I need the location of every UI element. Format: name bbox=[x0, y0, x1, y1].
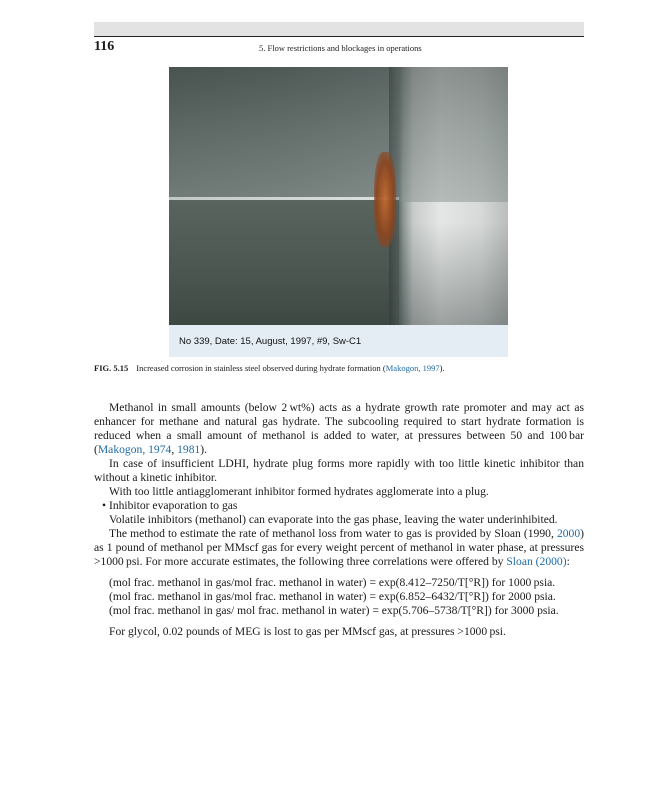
figure-photo bbox=[169, 67, 508, 357]
equation-line: (mol frac. methanol in gas/mol frac. methanol in water) = exp(8.412–7250/T[°R]) for 1000 psia. bbox=[109, 576, 556, 589]
paragraph: For glycol, 0.02 pounds of MEG is lost to gas per MMscf gas, at pressures >1000 psi. bbox=[109, 625, 506, 638]
figure-label: FIG. 5.15 bbox=[94, 363, 129, 373]
equation-line: (mol frac. methanol in gas/mol frac. methanol in water) = exp(6.852–6432/T[°R]) for 2000 psia. bbox=[109, 590, 556, 603]
citation-link[interactable]: 2000 bbox=[556, 527, 581, 540]
citation-link[interactable]: Makogon, 1974 bbox=[97, 443, 172, 456]
paragraph: The method to estimate the rate of methanol loss from water to gas is provided by Sloan (1990, 2000) as 1 pound of methanol per MMscf gas for every weight percent of methanol in water phase, at pressures >1000 psi. For more accurate estimates, the following three correlations were offered by Sloan (2000): bbox=[94, 527, 584, 568]
header-bar bbox=[94, 22, 584, 36]
photo-caption: No 339, Date: 15, August, 1997, #9, Sw-C1 bbox=[179, 336, 362, 347]
paragraph: Methanol in small amounts (below 2 wt%) acts as a hydrate growth rate promoter and may act as enhancer for methane and natural gas hydrate. The subcooling required to start hydrate formation is reduced when a small amount of methanol is added to water, at pressures between 50 and 100 bar (Makogon, 1974, 1981). bbox=[94, 401, 584, 456]
figure-caption: FIG. 5.15 Increased corrosion in stainless steel observed during hydrate formation (Makogon, 1997). bbox=[94, 363, 445, 373]
page-number: 116 bbox=[94, 39, 115, 54]
equation-line: (mol frac. methanol in gas/ mol frac. methanol in water) = exp(5.706–5738/T[°R]) for 3000 psia. bbox=[109, 604, 559, 617]
citation-link[interactable]: Makogon, 1997 bbox=[385, 363, 440, 373]
bullet-item: • Inhibitor evaporation to gas bbox=[102, 499, 238, 512]
corrosion-photo bbox=[169, 67, 508, 325]
header-rule bbox=[94, 36, 584, 37]
photo-caption-strip bbox=[169, 325, 508, 357]
citation-link[interactable]: 1981 bbox=[177, 443, 201, 456]
paragraph: Volatile inhibitors (methanol) can evaporate into the gas phase, leaving the water underinhibited. bbox=[109, 513, 558, 526]
figure-caption-text: Increased corrosion in stainless steel observed during hydrate formation ( bbox=[136, 363, 386, 373]
citation-link[interactable]: Sloan (2000) bbox=[506, 555, 567, 568]
running-head: 5. Flow restrictions and blockages in operations bbox=[259, 43, 422, 53]
paragraph: In case of insufficient LDHI, hydrate plug forms more rapidly with too little kinetic inhibitor than without a kinetic inhibitor. bbox=[94, 457, 584, 484]
body-text bbox=[94, 401, 584, 639]
paragraph: With too little antiagglomerant inhibitor formed hydrates agglomerate into a plug. bbox=[109, 485, 489, 498]
